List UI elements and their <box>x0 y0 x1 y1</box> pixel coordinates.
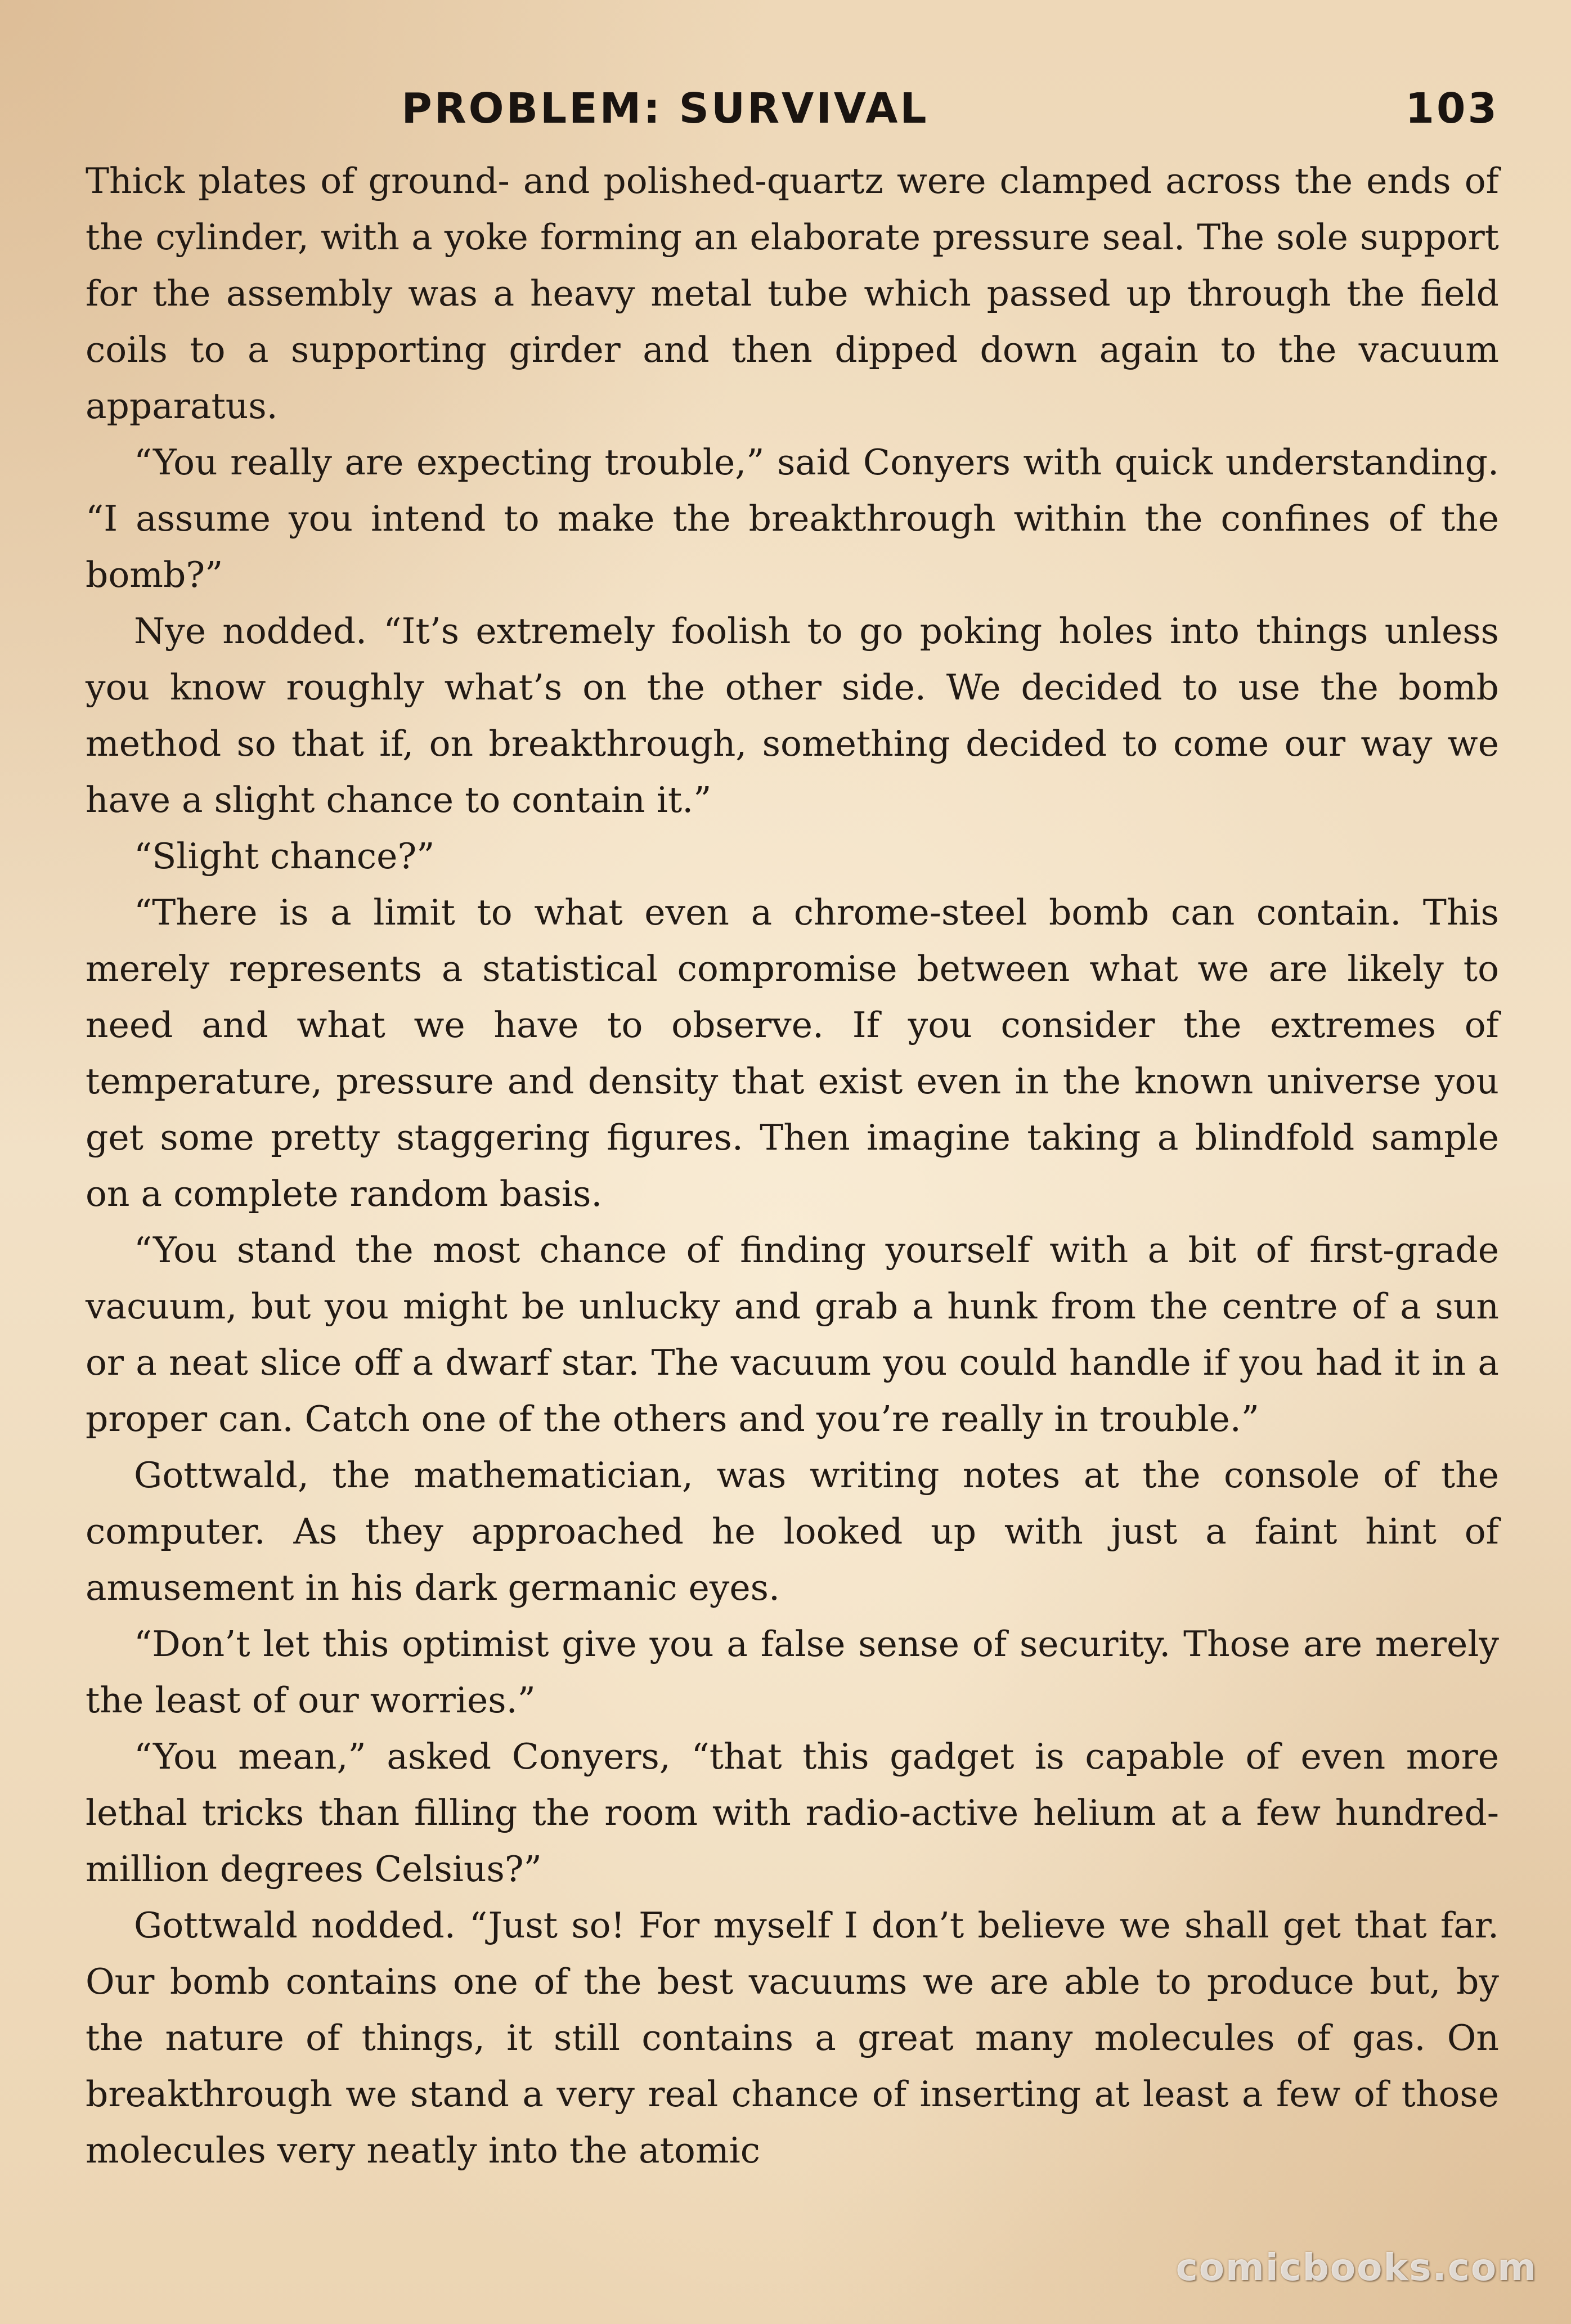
paragraph: Gottwald, the mathematician, was writing notes at the console of the computer. As they approached he looked up with just a faint hint of amusement in his dark germanic eyes. <box>86 1455 1499 1608</box>
paragraph: “You stand the most chance of finding yourself with a bit of first-grade vacuum, but you might be unlucky and grab a hunk from the centre of a sun or a neat slice off a dwarf star. The vacuum you could handle if you had it in a proper can. Catch one of the others and you’re really in trouble.” <box>86 1230 1499 1439</box>
body-text <box>86 153 1499 2179</box>
watermark: comicbooks.com <box>1175 2246 1537 2289</box>
paragraph: “Don’t let this optimist give you a false sense of security. Those are merely the least of our worries.” <box>86 1623 1499 1721</box>
page-number: 103 <box>1405 84 1499 133</box>
paragraph: “You mean,” asked Conyers, “that this gadget is capable of even more lethal tricks than filling the room with radio-active helium at a few hundred-million degrees Celsius?” <box>86 1736 1499 1890</box>
paragraph: “Slight chance?” <box>134 836 435 877</box>
paragraph: “There is a limit to what even a chrome-steel bomb can contain. This merely represents a statistical compromise between what we are likely to need and what we have to observe. If you consider the extremes of temperature, pressure and density that exist even in the known universe you get some pretty staggering figures. Then imagine taking a blindfold sample on a complete random basis. <box>86 892 1499 1214</box>
running-title: PROBLEM: SURVIVAL <box>401 84 929 133</box>
book-page <box>86 84 1499 2179</box>
paragraph: “You really are expecting trouble,” said Conyers with quick understanding. “I assume you intend to make the breakthrough within the confines of the bomb?” <box>86 442 1499 595</box>
page-header <box>86 84 1499 146</box>
paragraph: Thick plates of ground- and polished-quartz were clamped across the ends of the cylinder, with a yoke forming an elaborate pressure seal. The sole support for the assembly was a heavy metal tube which passed up through the field coils to a supporting girder and then dipped down again to the vacuum apparatus. <box>86 160 1499 427</box>
paragraph: Gottwald nodded. “Just so! For myself I don’t believe we shall get that far. Our bomb contains one of the best vacuums we are able to produce but, by the nature of things, it still contains a great many molecules of gas. On breakthrough we stand a very real chance of inserting at least a few of those molecules very neatly into the atomic <box>86 1905 1499 2171</box>
paragraph: Nye nodded. “It’s extremely foolish to go poking holes into things unless you know roughly what’s on the other side. We decided to use the bomb method so that if, on breakthrough, something decided to come our way we have a slight chance to contain it.” <box>86 611 1499 820</box>
